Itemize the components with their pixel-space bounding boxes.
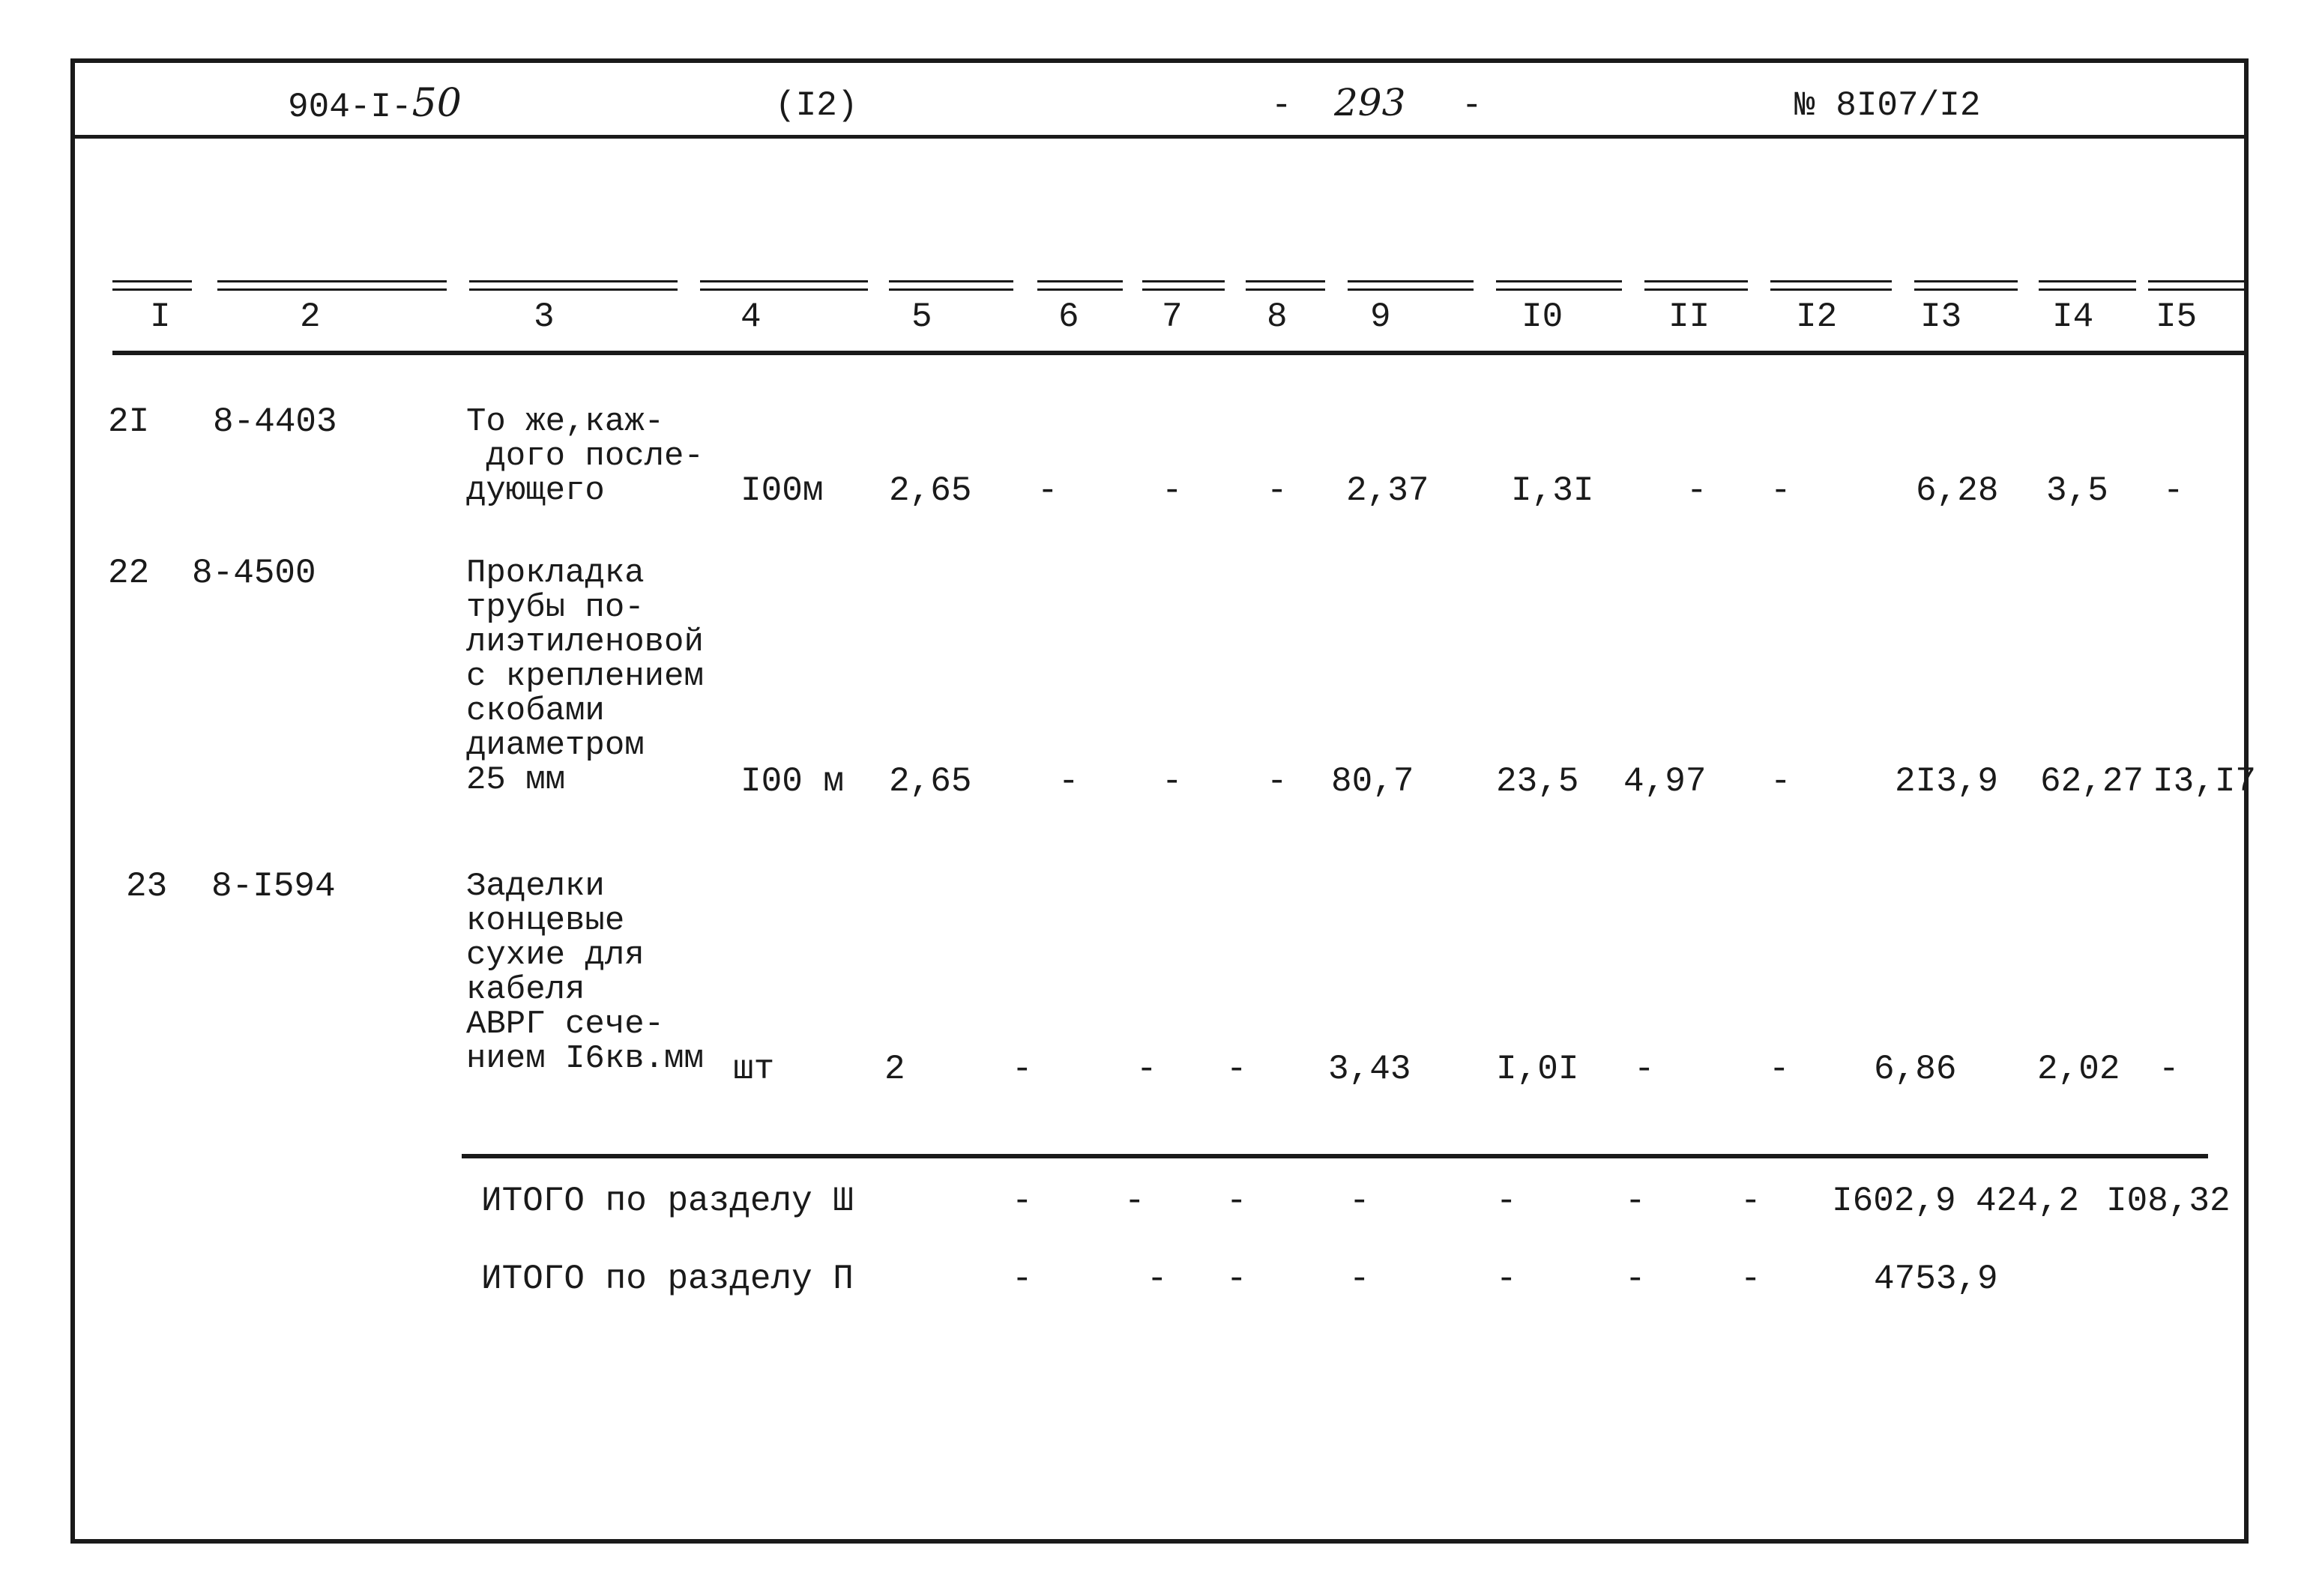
row-22-number: 22 [108,554,150,593]
col-rule-7 [1142,280,1225,291]
total-section-2-col7: - [1147,1260,1168,1299]
col-rule-2 [217,280,447,291]
col-rule-5 [889,280,1013,291]
col-header-2: 2 [300,297,321,336]
row-21-unit: I00м [741,471,824,510]
row-23-col5: 2 [884,1050,905,1089]
row-23-col12: - [1769,1050,1790,1089]
row-23-col11: - [1634,1050,1655,1089]
page-dash-left: - [1271,86,1292,125]
total-section-3-col7: - [1124,1182,1145,1221]
doc-code-printed: 904-I- [288,88,412,127]
row-21-col7: - [1162,471,1183,510]
col-header-6: 6 [1058,297,1079,336]
col-header-5: 5 [911,297,932,336]
total-section-3-col12: - [1740,1182,1761,1221]
page-dash-right: - [1462,86,1483,125]
col-header-11: II [1668,297,1710,336]
row-23-col10: I,0I [1496,1050,1579,1089]
row-21-col14: 3,5 [2046,471,2108,510]
row-23-number: 23 [126,867,168,906]
row-21-col8: - [1267,471,1288,510]
totals-top-rule [462,1154,2208,1158]
row-22-col14: 62,27 [2040,762,2144,801]
row-21-col10: I,3I [1511,471,1594,510]
row-22-col7: - [1162,762,1183,801]
row-23-col15: - [2159,1050,2180,1089]
row-23-col13: 6,86 [1874,1050,1957,1089]
col-rule-14 [2039,280,2136,291]
col-rule-11 [1644,280,1748,291]
row-22-col8: - [1267,762,1288,801]
col-rule-1 [112,280,192,291]
col-header-3: 3 [534,297,555,336]
row-21-col5: 2,65 [889,471,972,510]
row-23-col14: 2,02 [2037,1050,2120,1089]
row-22-col10: 23,5 [1496,762,1579,801]
row-21-description: То же,каж- дого после- дующего [466,403,704,510]
row-21-col12: - [1770,471,1791,510]
row-21-code: 8-4403 [213,402,337,441]
row-23-code: 8-I594 [211,867,336,906]
row-22-unit: I00 м [741,762,845,801]
col-header-15: I5 [2156,297,2198,336]
header-divider [70,135,2249,139]
col-rule-9 [1348,280,1474,291]
total-section-3-col6: - [1012,1182,1033,1221]
col-rule-13 [1914,280,2018,291]
part-number: (I2) [775,86,858,125]
col-rule-8 [1246,280,1325,291]
total-section-2-col13: 4753,9 [1874,1260,1998,1299]
col-header-4: 4 [741,297,762,336]
row-22-col12: - [1770,762,1791,801]
total-section-2-col12: - [1740,1260,1761,1299]
row-22-col5: 2,65 [889,762,972,801]
col-header-12: I2 [1796,297,1838,336]
total-section-3-col10: - [1496,1182,1517,1221]
total-section-2-col9: - [1349,1260,1370,1299]
total-section-2-label: ИТОГО по разделу П [481,1260,854,1299]
col-rule-10 [1496,280,1622,291]
row-22-col6: - [1058,762,1079,801]
page-number-handwritten: 293 [1334,81,1406,124]
row-23-col8: - [1226,1050,1247,1089]
total-section-3-col8: - [1226,1182,1247,1221]
col-header-13: I3 [1920,297,1962,336]
col-header-14: I4 [2052,297,2094,336]
row-22-col15: I3,I7 [2153,762,2257,801]
col-header-9: 9 [1370,297,1391,336]
total-section-3-col11: - [1625,1182,1646,1221]
total-section-3-label: ИТОГО по разделу Ш [481,1182,854,1221]
col-header-8: 8 [1267,297,1288,336]
row-21-col15: - [2163,471,2184,510]
row-23-unit: шт [733,1050,775,1089]
total-section-2-col8: - [1226,1260,1247,1299]
total-section-3-col13: I602,9 [1832,1182,1956,1221]
col-rule-4 [700,280,868,291]
total-section-3-col15: I08,32 [2106,1182,2231,1221]
row-23-col7: - [1136,1050,1157,1089]
col-rule-3 [469,280,678,291]
col-rule-6 [1037,280,1123,291]
col-rule-15 [2148,280,2246,291]
doc-code-handwritten: 50 [411,81,462,126]
total-section-2-col6: - [1012,1260,1033,1299]
row-22-col11: 4,97 [1623,762,1707,801]
album-number: № 8I07/I2 [1794,86,1981,125]
row-21-col6: - [1037,471,1058,510]
row-21-col11: - [1686,471,1707,510]
row-22-description: Прокладка трубы по- лиэтиленовой с креплением скобами диаметром 25 мм [466,554,704,799]
col-header-7: 7 [1162,297,1183,336]
col-header-1: I [150,297,171,336]
total-section-3-col14: 424,2 [1976,1182,2080,1221]
row-23-col6: - [1012,1050,1033,1089]
row-22-col9: 80,7 [1331,762,1414,801]
row-21-number: 2I [108,402,150,441]
total-section-2-col10: - [1496,1260,1517,1299]
row-23-col9: 3,43 [1328,1050,1411,1089]
row-21-col9: 2,37 [1346,471,1429,510]
col-rule-12 [1770,280,1892,291]
doc-code [288,81,462,127]
total-section-3-col9: - [1349,1182,1370,1221]
header-bottom-rule [112,351,2246,355]
row-21-col13: 6,28 [1916,471,1999,510]
total-section-2-col11: - [1625,1260,1646,1299]
col-header-10: I0 [1522,297,1563,336]
row-22-code: 8-4500 [192,554,316,593]
row-23-description: Заделки концевые сухие для кабеля АВРГ сече- нием I6кв.мм [466,868,704,1077]
row-22-col13: 2I3,9 [1895,762,1999,801]
